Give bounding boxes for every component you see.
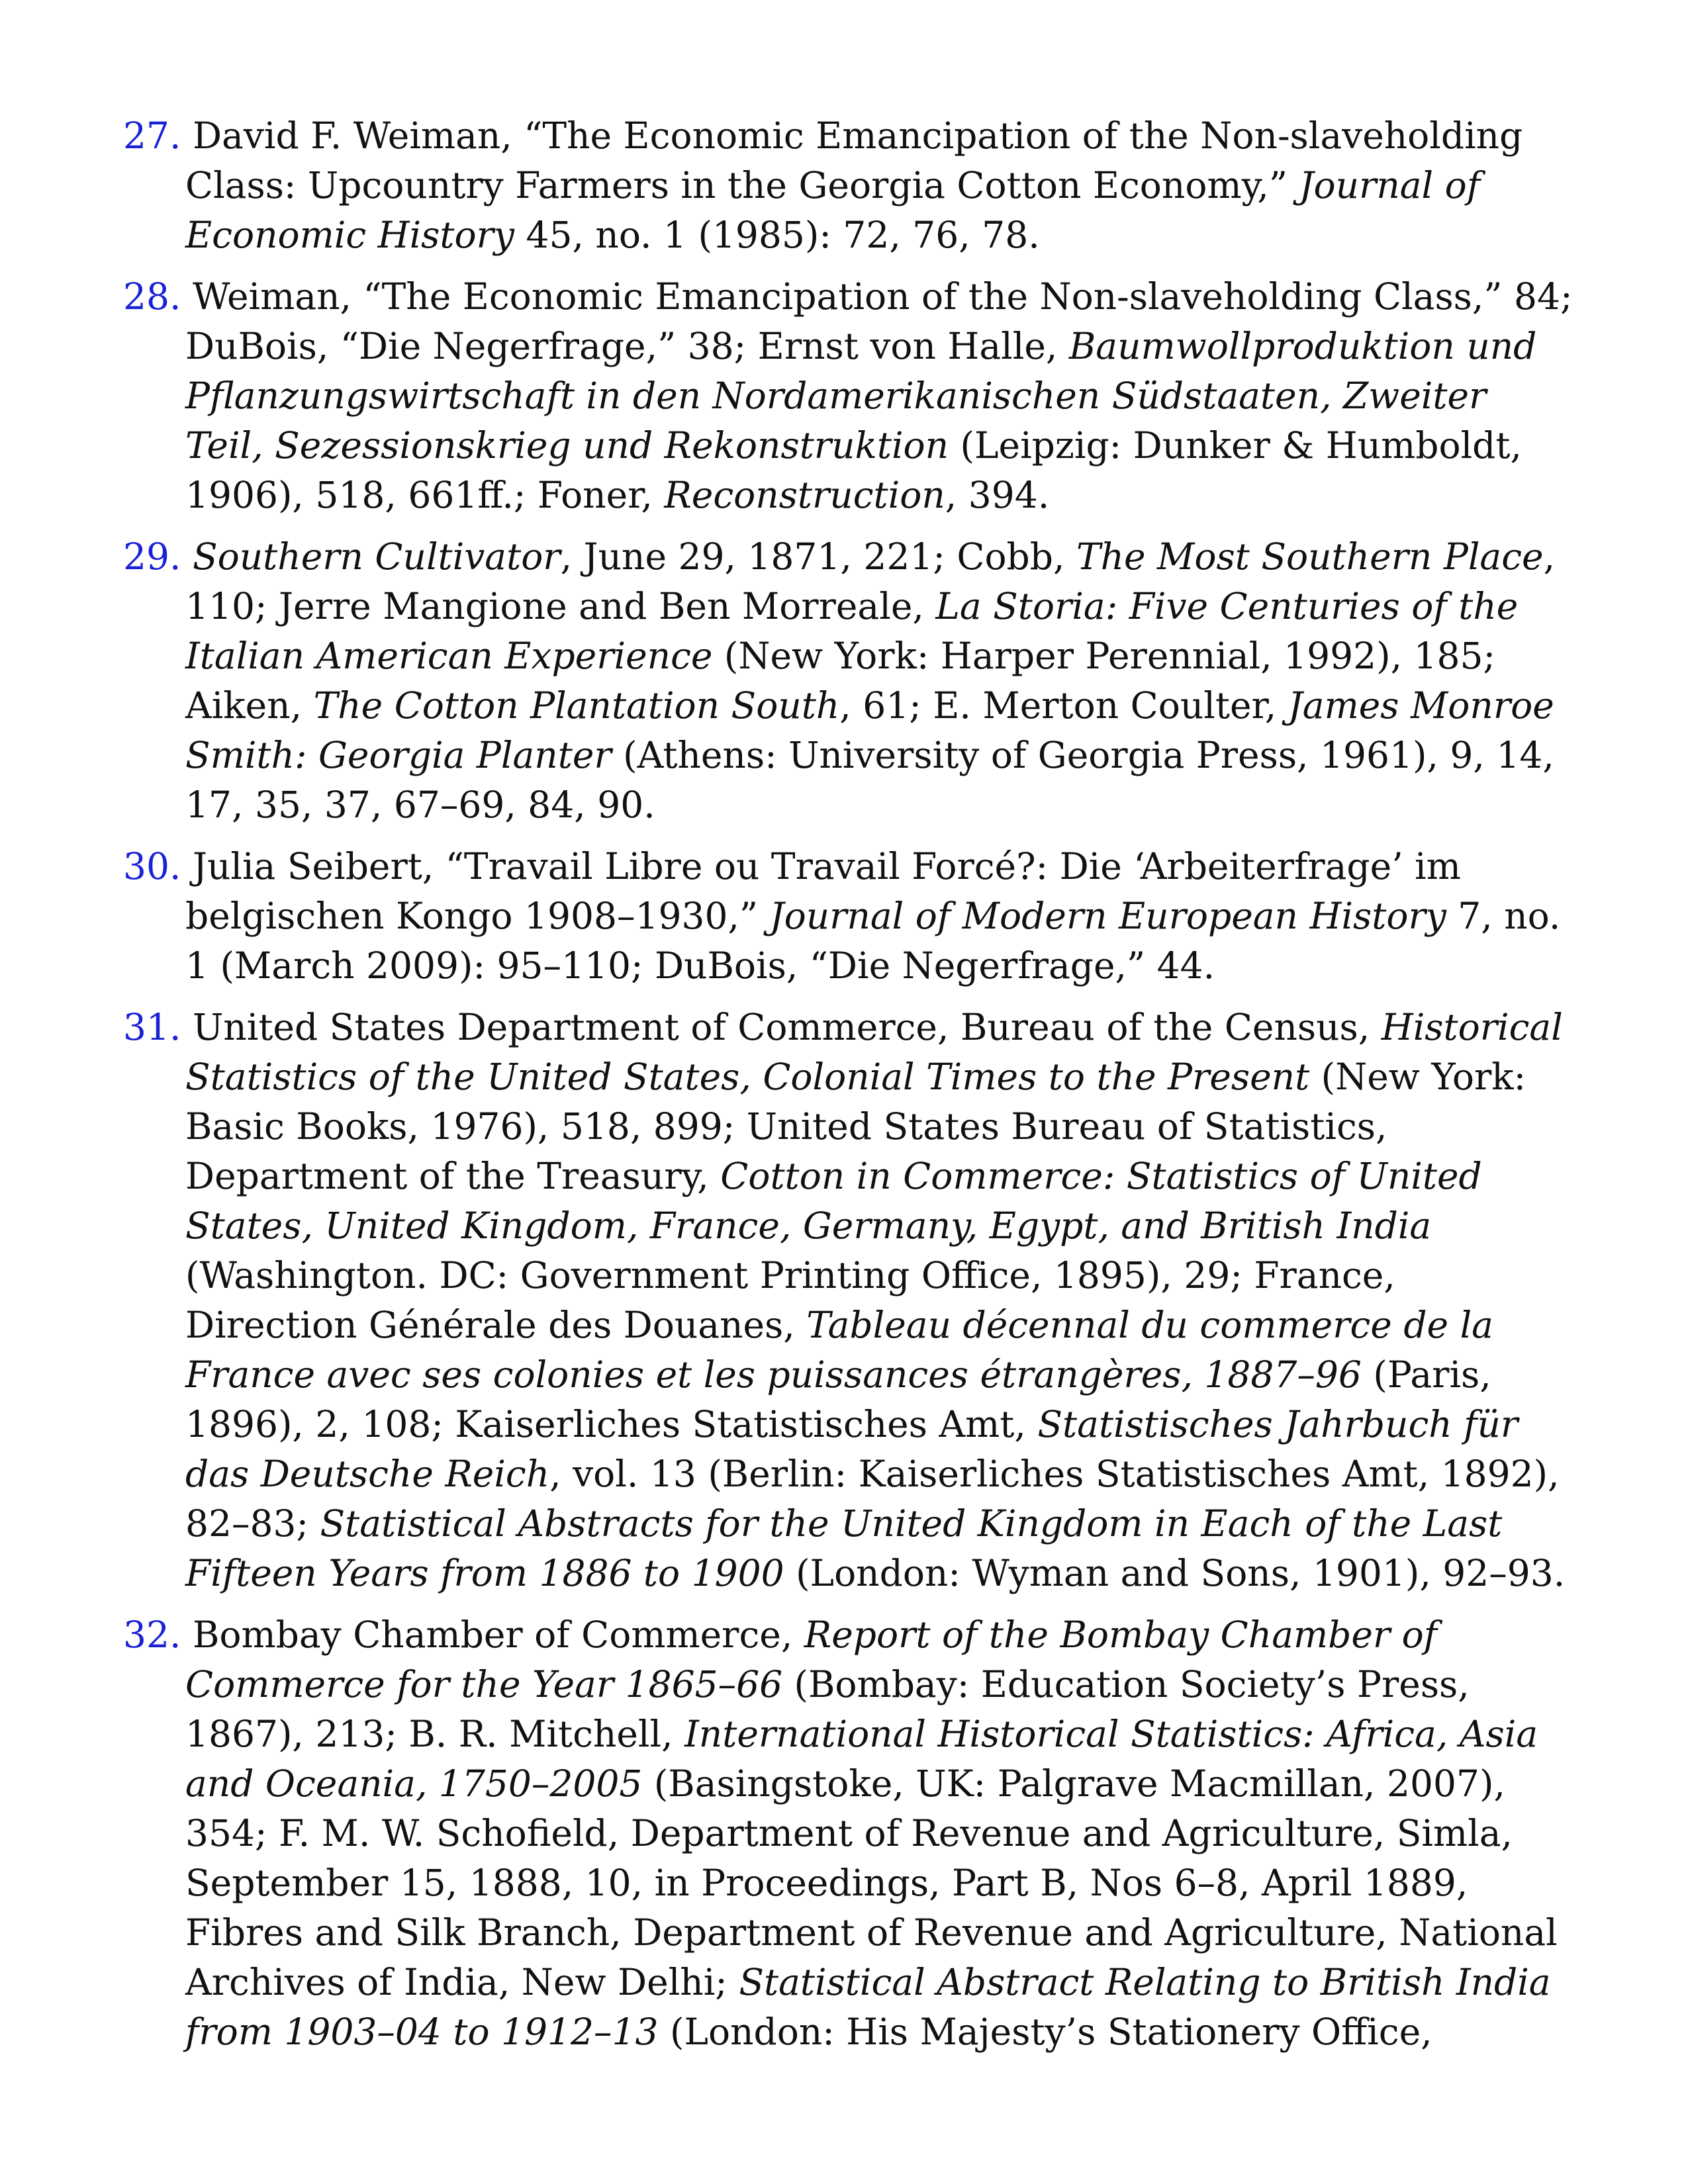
endnote-text: (New York: Harper Perennial, 1992), 185; Aiken, [185, 635, 1496, 727]
endnote-text: (Athens: University of Georgia Press, 1961), 9, 14, 17, 35, 37, 67–69, 84, 90. [185, 734, 1554, 826]
endnote-text: , 61; E. Merton Coulter, [839, 684, 1288, 727]
endnote-title-italic: International Historical Statistics: Africa, Asia and Oceania, 1750–2005 [185, 1713, 1538, 1805]
endnote-text: Julia Seibert, “Travail Libre ou Travail Forcé?: Die ‘Arbeiterfrage’ im belgischen Kongo 1908–1930,” [185, 845, 1461, 937]
endnote-item [123, 111, 1573, 260]
endnote-item [123, 1610, 1573, 2057]
endnote-item [123, 1003, 1573, 1598]
endnote-title-italic: Statistical Abstracts for the United Kingdom in Each of the Last Fifteen Years from 1886 to 1900 [185, 1502, 1503, 1594]
endnote-title-italic: Statistical Abstract Relating to British India from 1903–04 to 1912–13 [185, 1961, 1551, 2053]
endnotes-list [123, 111, 1573, 2069]
endnote-text: (Washington. DC: Government Printing Office, 1895), 29; France, Direction Générale des Douanes, [185, 1254, 1395, 1346]
endnote-text: Weiman, “The Economic Emancipation of the Non-slaveholding Class,” 84; DuBois, “Die Negerfrage,” 38; Ernst von Halle, [185, 275, 1573, 367]
endnote-title-italic: Reconstruction [664, 474, 945, 516]
endnote-title-italic: La Storia: Five Centuries of the Italian American Experience [185, 585, 1519, 677]
endnote-text: , June 29, 1871, 221; Cobb, [560, 535, 1076, 578]
endnote-title-italic: Historical Statistics of the United States, Colonial Times to the Present [185, 1006, 1563, 1098]
endnote-title-italic: The Cotton Plantation South [313, 684, 840, 727]
endnote-title-italic: James Monroe Smith: Georgia Planter [185, 684, 1554, 776]
endnote-number-link[interactable]: 28. [123, 275, 181, 318]
endnote-number-link[interactable]: 31. [123, 1006, 181, 1048]
endnote-text: (Basingstoke, UK: Palgrave Macmillan, 2007), 354; F. M. W. Schofield, Department of Revenue and Agriculture, Simla, September 15, 1888, 10, in Proceedings, Part B, Nos 6–8, April 1889, Fibres and Silk Branch, Department of Revenue and Agriculture, National Archives of India, New Delhi; [185, 1762, 1558, 2003]
endnote-item [123, 272, 1573, 520]
endnote-text: (London: His Majesty’s Stationery Office, [658, 2011, 1432, 2053]
endnote-number-link[interactable]: 29. [123, 535, 181, 578]
endnote-item [123, 842, 1573, 991]
endnote-text: David F. Weiman, “The Economic Emancipation of the Non-slaveholding Class: Upcountry Farmers in the Georgia Cotton Economy,” [185, 114, 1523, 206]
endnote-title-italic: Southern Cultivator [192, 535, 561, 578]
endnote-title-italic: Journal of Economic History [185, 164, 1481, 256]
endnote-text: , 110; Jerre Mangione and Ben Morreale, [185, 535, 1556, 627]
endnote-text: (Bombay: Education Society’s Press, 1867), 213; B. R. Mitchell, [185, 1663, 1470, 1755]
endnote-title-italic: The Most Southern Place [1076, 535, 1544, 578]
endnote-number-link[interactable]: 30. [123, 845, 181, 887]
endnote-title-italic: Statistisches Jahrbuch für das Deutsche Reich [185, 1403, 1519, 1495]
endnote-text: (Paris, 1896), 2, 108; Kaiserliches Statistisches Amt, [185, 1353, 1491, 1445]
endnote-title-italic: Baumwollproduktion und Pflanzungswirtschaft in den Nordamerikanischen Südstaaten, Zweiter Teil, Sezessionskrieg und Rekonstruktion [185, 325, 1537, 467]
endnote-text: 45, no. 1 (1985): 72, 76, 78. [514, 214, 1040, 256]
endnote-text: Bombay Chamber of Commerce, [192, 1614, 804, 1656]
endnote-item [123, 532, 1573, 830]
endnote-title-italic: Cotton in Commerce: Statistics of United States, United Kingdom, France, Germany, Egypt, and British India [185, 1155, 1482, 1247]
endnote-text: (Leipzig: Dunker & Humboldt, 1906), 518, 661ff.; Foner, [185, 424, 1522, 516]
endnote-text: , vol. 13 (Berlin: Kaiserliches Statistisches Amt, 1892), 82–83; [185, 1453, 1560, 1545]
endnote-text: (London: Wyman and Sons, 1901), 92–93. [784, 1552, 1566, 1594]
endnote-text: (New York: Basic Books, 1976), 518, 899; United States Bureau of Statistics, Department of the Treasury, [185, 1056, 1526, 1197]
endnote-number-link[interactable]: 32. [123, 1614, 181, 1656]
endnote-text: United States Department of Commerce, Bureau of the Census, [192, 1006, 1382, 1048]
endnote-text: 7, no. 1 (March 2009): 95–110; DuBois, “Die Negerfrage,” 44. [185, 895, 1561, 987]
endnote-number-link[interactable]: 27. [123, 114, 181, 157]
endnote-title-italic: Report of the Bombay Chamber of Commerce for the Year 1865–66 [185, 1614, 1438, 1706]
endnote-title-italic: Tableau décennal du commerce de la France avec ses colonies et les puissances étrangères, 1887–96 [185, 1304, 1493, 1396]
endnote-title-italic: Journal of Modern European History [769, 895, 1446, 937]
endnote-text: , 394. [945, 474, 1050, 516]
